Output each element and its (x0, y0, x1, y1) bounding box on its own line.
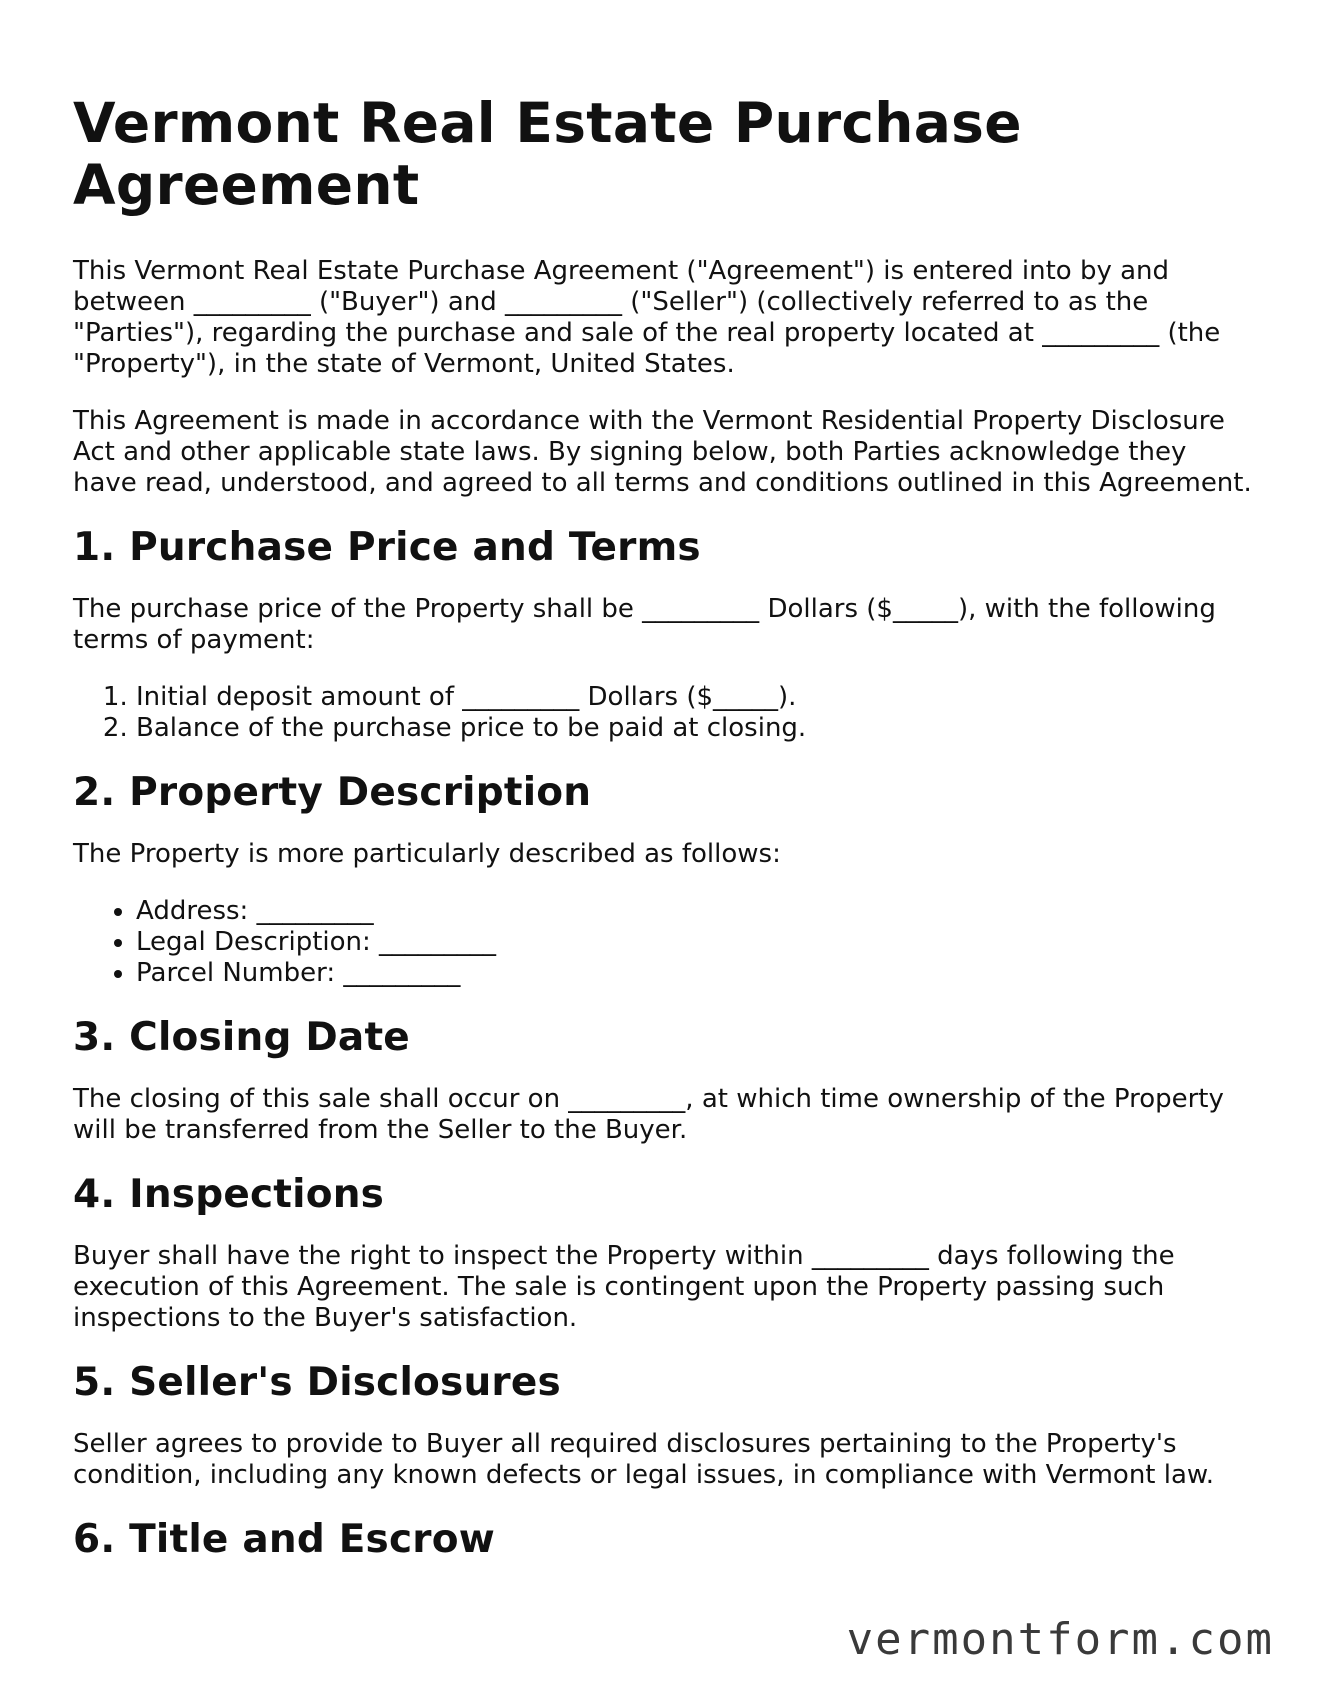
section-heading: 4. Inspections (73, 1172, 385, 1217)
section-heading: 2. Property Description (73, 770, 592, 815)
document-page (73, 92, 1253, 1563)
section-text: Seller agrees to provide to Buyer all required disclosures pertaining to the Property's condition, including any known defects or legal issues, in compliance with Vermont law. (73, 1429, 1215, 1490)
section-heading: 6. Title and Escrow (73, 1517, 495, 1562)
section-heading: 5. Seller's Disclosures (73, 1360, 561, 1405)
section-inspections (73, 1172, 1253, 1334)
section-text: The purchase price of the Property shall be _________ Dollars ($_____), with the following terms of payment: (73, 594, 1216, 655)
section-heading: 3. Closing Date (73, 1015, 410, 1060)
section-text: The Property is more particularly described as follows: (73, 839, 781, 869)
section-seller-disclosures (73, 1360, 1253, 1491)
list-item: 2. Balance of the purchase price to be paid at closing. (136, 713, 1253, 744)
document-title: Vermont Real Estate Purchase Agreement (73, 91, 1022, 217)
section-closing-date (73, 1015, 1253, 1146)
property-details-list (73, 896, 1253, 989)
intro-paragraph: This Agreement is made in accordance with the Vermont Residential Property Disclosure Act and other applicable state laws. By signing below, both Parties acknowledge they have read, understood, and agreed to all terms and conditions outlined in this Agreement. (73, 406, 1252, 498)
list-item: • Legal Description: _________ (136, 927, 1253, 958)
section-property-description (73, 770, 1253, 989)
section-title-escrow (73, 1517, 1253, 1563)
section-text: Buyer shall have the right to inspect the Property within _________ days following the execution of this Agreement. The sale is contingent upon the Property passing such inspections to the Buyer's satisfaction. (73, 1241, 1175, 1333)
section-purchase-price (73, 525, 1253, 744)
list-item: 1. Initial deposit amount of _________ Dollars ($_____). (136, 682, 1253, 713)
list-item: • Address: _________ (136, 896, 1253, 927)
list-item: • Parcel Number: _________ (136, 958, 1253, 989)
section-heading: 1. Purchase Price and Terms (73, 525, 701, 570)
intro-paragraph: This Vermont Real Estate Purchase Agreement ("Agreement") is entered into by and between _________ ("Buyer") and _________ ("Seller") (collectively referred to as the "Parties"), regarding the purchase and sale of the real property located at _________ (the "Property"), in the state of Vermont, United States. (73, 256, 1221, 379)
section-text: The closing of this sale shall occur on _________, at which time ownership of the Property will be transferred from the Seller to the Buyer. (73, 1084, 1224, 1145)
watermark: vermontform.com (846, 1614, 1274, 1665)
payment-terms-list (73, 682, 1253, 744)
